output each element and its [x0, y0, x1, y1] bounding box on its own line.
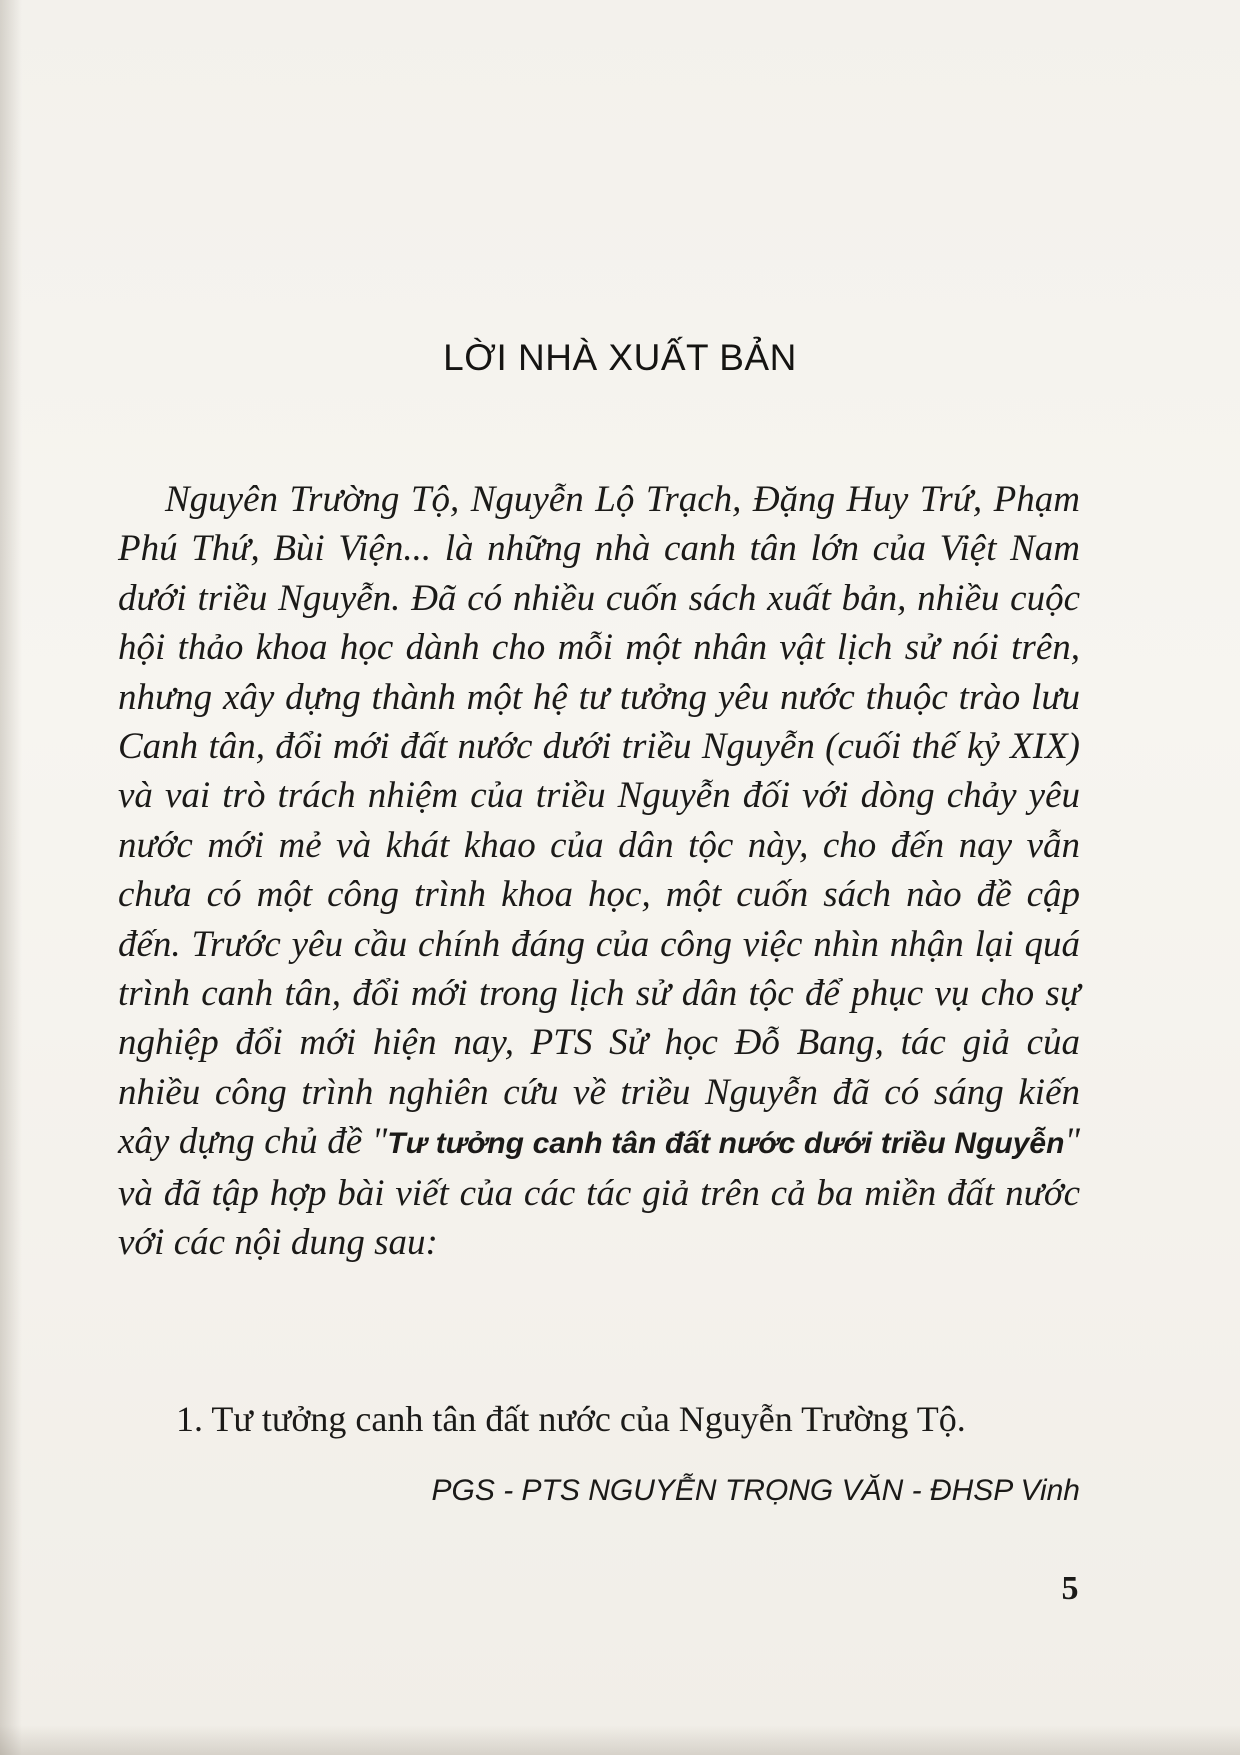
quoted-theme-title: Tư tưởng canh tân đất nước dưới triều Nguyễn — [387, 1127, 1065, 1161]
page-heading: LỜI NHÀ XUẤT BẢN — [443, 336, 797, 378]
paragraph-text-after-quote: " và đã tập hợp bài viết của các tác giả trên cả ba miền đất nước với các nội dung sau: — [118, 1121, 1080, 1264]
content-list-item-1: 1. Tư tưởng canh tân đất nước của Nguyễn Trường Tộ. — [176, 1399, 966, 1439]
page-number: 5 — [1061, 1570, 1079, 1607]
page-bottom-shadow — [0, 1725, 1240, 1755]
intro-paragraph — [118, 475, 1080, 1268]
item-author-line: PGS - PTS NGUYỄN TRỌNG VĂN - ĐHSP Vinh — [431, 1474, 1080, 1507]
paragraph-text-before-quote: Nguyên Trường Tộ, Nguyễn Lộ Trạch, Đặng Huy Trứ, Phạm Phú Thứ, Bùi Viện... là những nhà canh tân lớn của Việt Nam dưới triều Nguyễn. Đã có nhiều cuốn sách xuất bản, nhiều cuộc hội thảo khoa học dành cho mỗi một nhân vật lịch sử nói trên, nhưng xây dựng thành một hệ tư tưởng yêu nước thuộc trào lưu Canh tân, đổi mới đất nước dưới triều Nguyễn (cuối thế kỷ XIX) và vai trò trách nhiệm của triều Nguyễn đối với dòng chảy yêu nước mới mẻ và khát khao của dân tộc này, cho đến nay vẫn chưa có một công trình khoa học, một cuốn sách nào đề cập đến. Trước yêu cầu chính đáng của công việc nhìn nhận lại quá trình canh tân, đổi mới trong lịch sử dân tộc để phục vụ cho sự nghiệp đổi mới hiện nay, PTS Sử học Đỗ Bang, tác giả của nhiều công trình nghiên cứu về triều Nguyễn đã có sáng kiến xây dựng chủ đề " — [118, 479, 1080, 1163]
